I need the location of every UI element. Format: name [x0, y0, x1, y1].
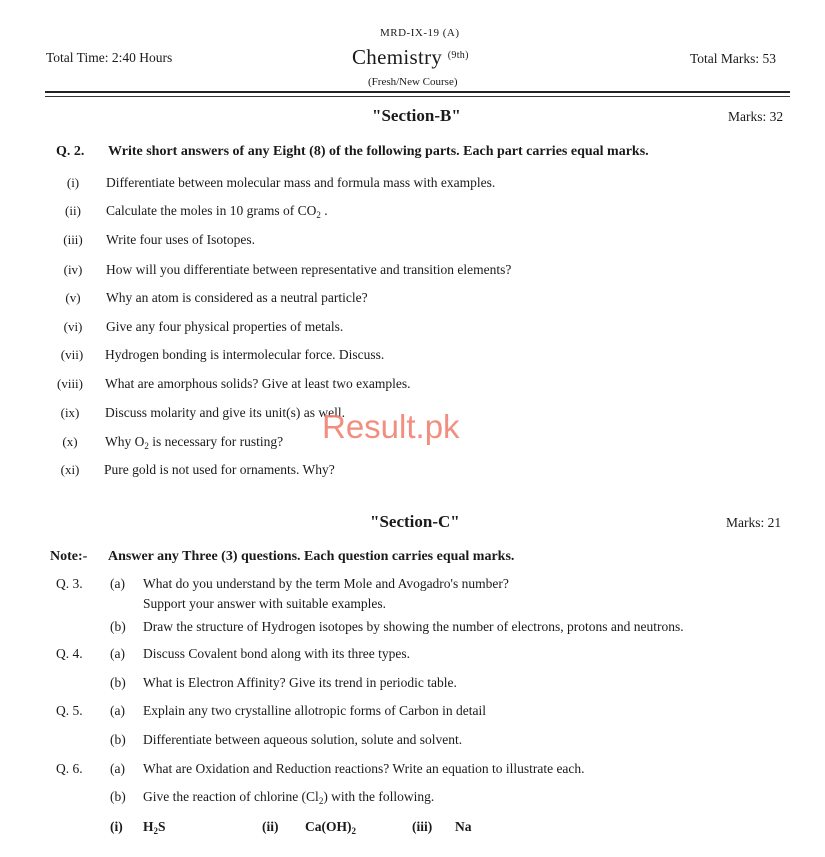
header-rule-top	[45, 91, 790, 93]
question-part-text: Give the reaction of chlorine $(Cl_2)$ with the following.	[143, 789, 435, 806]
subject-title-text: Chemistry	[352, 45, 443, 69]
question-part-text: Discuss Covalent bond along with its three types.	[143, 646, 410, 661]
part-a-label: (a)	[110, 703, 125, 718]
question-part-text: What do you understand by the term Mole and Avogadro's number?	[143, 576, 509, 591]
section-b-marks: Marks: 32	[728, 109, 784, 124]
sub-part-number: (i)	[110, 819, 123, 834]
question-part-text: Differentiate between aqueous solution, solute and solvent.	[143, 732, 463, 747]
part-number: (ii)	[65, 203, 81, 218]
section-c-marks: Marks: 21	[726, 515, 782, 530]
part-number: (vii)	[60, 347, 84, 362]
subject-title	[352, 45, 469, 70]
question-number: Q. 6.	[56, 761, 83, 776]
paper-code: MRD-IX-19 (A)	[380, 27, 460, 39]
part-number: (v)	[65, 290, 81, 305]
total-marks: Total Marks: 53	[690, 51, 777, 66]
section-b-title: "Section-B"	[372, 106, 461, 125]
part-text: Hydrogen bonding is intermolecular force. Discuss.	[105, 347, 385, 362]
part-number: (iii)	[63, 232, 83, 247]
part-number: (vi)	[63, 319, 83, 334]
question-number: Q. 4.	[56, 646, 83, 661]
question-number: Q. 3.	[56, 576, 83, 591]
part-text: Discuss molarity and give its unit(s) as well.	[105, 405, 345, 420]
course-type: (Fresh/New Course)	[368, 76, 458, 88]
sub-part-formula: $Ca(OH)_2$	[305, 819, 356, 836]
q2-number: Q. 2.	[56, 144, 85, 159]
section-c-title: "Section-C"	[370, 512, 460, 531]
header-rule-bottom	[45, 96, 790, 97]
question-part-text: What is Electron Affinity? Give its trend in periodic table.	[143, 675, 457, 690]
q2-instruction: Write short answers of any Eight (8) of the following parts. Each part carries equal marks.	[108, 144, 649, 159]
part-number: (iv)	[63, 262, 83, 277]
part-text: What are amorphous solids? Give at least two examples.	[105, 376, 411, 391]
part-number: (viii)	[57, 376, 83, 391]
part-text: Calculate the moles in 10 grams of $CO_2$ .	[106, 203, 328, 220]
question-part-text: Support your answer with suitable examples.	[143, 596, 386, 611]
note-text: Answer any Three (3) questions. Each question carries equal marks.	[108, 549, 515, 564]
part-text: Why an atom is considered as a neutral particle?	[106, 290, 368, 305]
sub-part-formula: $H_2S$	[143, 819, 166, 836]
question-number: Q. 5.	[56, 703, 83, 718]
part-text: Write four uses of Isotopes.	[106, 232, 256, 247]
sub-part-formula: Na	[455, 819, 472, 834]
part-text: Why $O_2$ is necessary for rusting?	[105, 434, 284, 451]
part-number: (ix)	[60, 405, 80, 420]
part-text: Pure gold is not used for ornaments. Why?	[104, 462, 335, 477]
part-number: (xi)	[60, 462, 80, 477]
question-part-text: What are Oxidation and Reduction reactions? Write an equation to illustrate each.	[143, 761, 585, 776]
part-a-label: (a)	[110, 646, 125, 661]
part-number: (x)	[62, 434, 78, 449]
part-b-label: (b)	[110, 732, 126, 747]
part-text: Give any four physical properties of metals.	[106, 319, 344, 334]
question-part-text: Explain any two crystalline allotropic forms of Carbon in detail	[143, 703, 487, 718]
part-text: Differentiate between molecular mass and formula mass with examples.	[106, 175, 496, 190]
part-a-label: (a)	[110, 761, 125, 776]
sub-part-number: (ii)	[262, 819, 279, 834]
part-b-label: (b)	[110, 619, 126, 634]
subject-class: (9th)	[447, 50, 469, 61]
part-text: How will you differentiate between representative and transition elements?	[106, 262, 512, 277]
watermark-logo: Result.pk	[322, 408, 460, 445]
question-part-text: Draw the structure of Hydrogen isotopes by showing the number of electrons, protons and neutrons.	[143, 619, 684, 634]
total-time: Total Time: 2:40 Hours	[46, 50, 173, 65]
sub-part-number: (iii)	[412, 819, 433, 834]
part-b-label: (b)	[110, 789, 126, 804]
part-b-label: (b)	[110, 675, 126, 690]
note-label: Note:-	[50, 549, 88, 564]
part-number: (i)	[66, 175, 80, 190]
part-a-label: (a)	[110, 576, 125, 591]
